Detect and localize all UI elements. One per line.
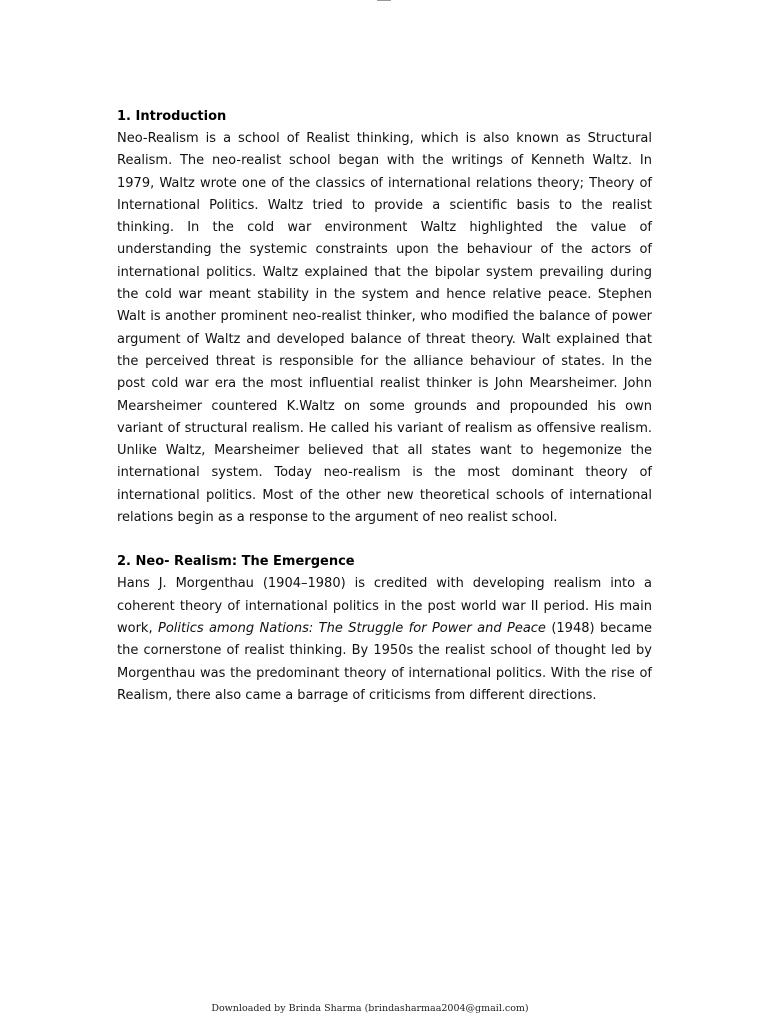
section-1-paragraph: Neo-Realism is a school of Realist thinking, which is also known as Structural Realism. The neo-realist school began with the writings of Kenneth Waltz. In 1979, Waltz wrote one of the classics of international relations theory; Theory of International Politics. Waltz tried to provide a scientific basis to the realist thinking. In the cold war environment Waltz highlighted the value of understanding the systemic constraints upon the behaviour of the actors of international politics. Waltz explained that the bipolar system prevailing during the cold war meant stability in the system and hence relative peace. Stephen Walt is another prominent neo-realist thinker, who modified the balance of power argument of Waltz and developed balance of threat theory. Walt explained that the perceived threat is responsible for the alliance behaviour of states. In the post cold war era the most influential realist thinker is John Mearsheimer. John Mearsheimer countered K.Waltz on some grounds and propounded his own variant of structural realism. He called his variant of realism as offensive realism. Unlike Waltz, Mearsheimer believed that all states want to hegemonize the international system. Today neo-realism is the most dominant theory of international politics. Most of the other new theoretical schools of international relations begin as a response to the argument of neo realist school. xyxy=(117,131,652,526)
page-top-mark xyxy=(377,0,391,1)
section-2-text-start: Hans J. Morgenthau (1904–1980) is credited with developing realism into a coherent theory of international politics in the post world war II period. His main work, xyxy=(117,576,652,636)
document-body xyxy=(117,106,652,707)
download-footer: Downloaded by Brinda Sharma (brindasharmaa2004@gmail.com) xyxy=(211,1003,529,1014)
section-2-paragraph xyxy=(117,573,652,707)
section-2-text-end: (1948) became the cornerstone of realist thinking. By 1950s the realist school of thought led by Morgenthau was the predominant theory of international politics. With the rise of Realism, there also came a barrage of criticisms from different directions. xyxy=(117,620,652,703)
section-1-heading: 1. Introduction xyxy=(117,109,227,124)
book-title: Politics among Nations: The Struggle for Power and Peace xyxy=(158,620,546,636)
section-2-heading: 2. Neo- Realism: The Emergence xyxy=(117,554,355,570)
